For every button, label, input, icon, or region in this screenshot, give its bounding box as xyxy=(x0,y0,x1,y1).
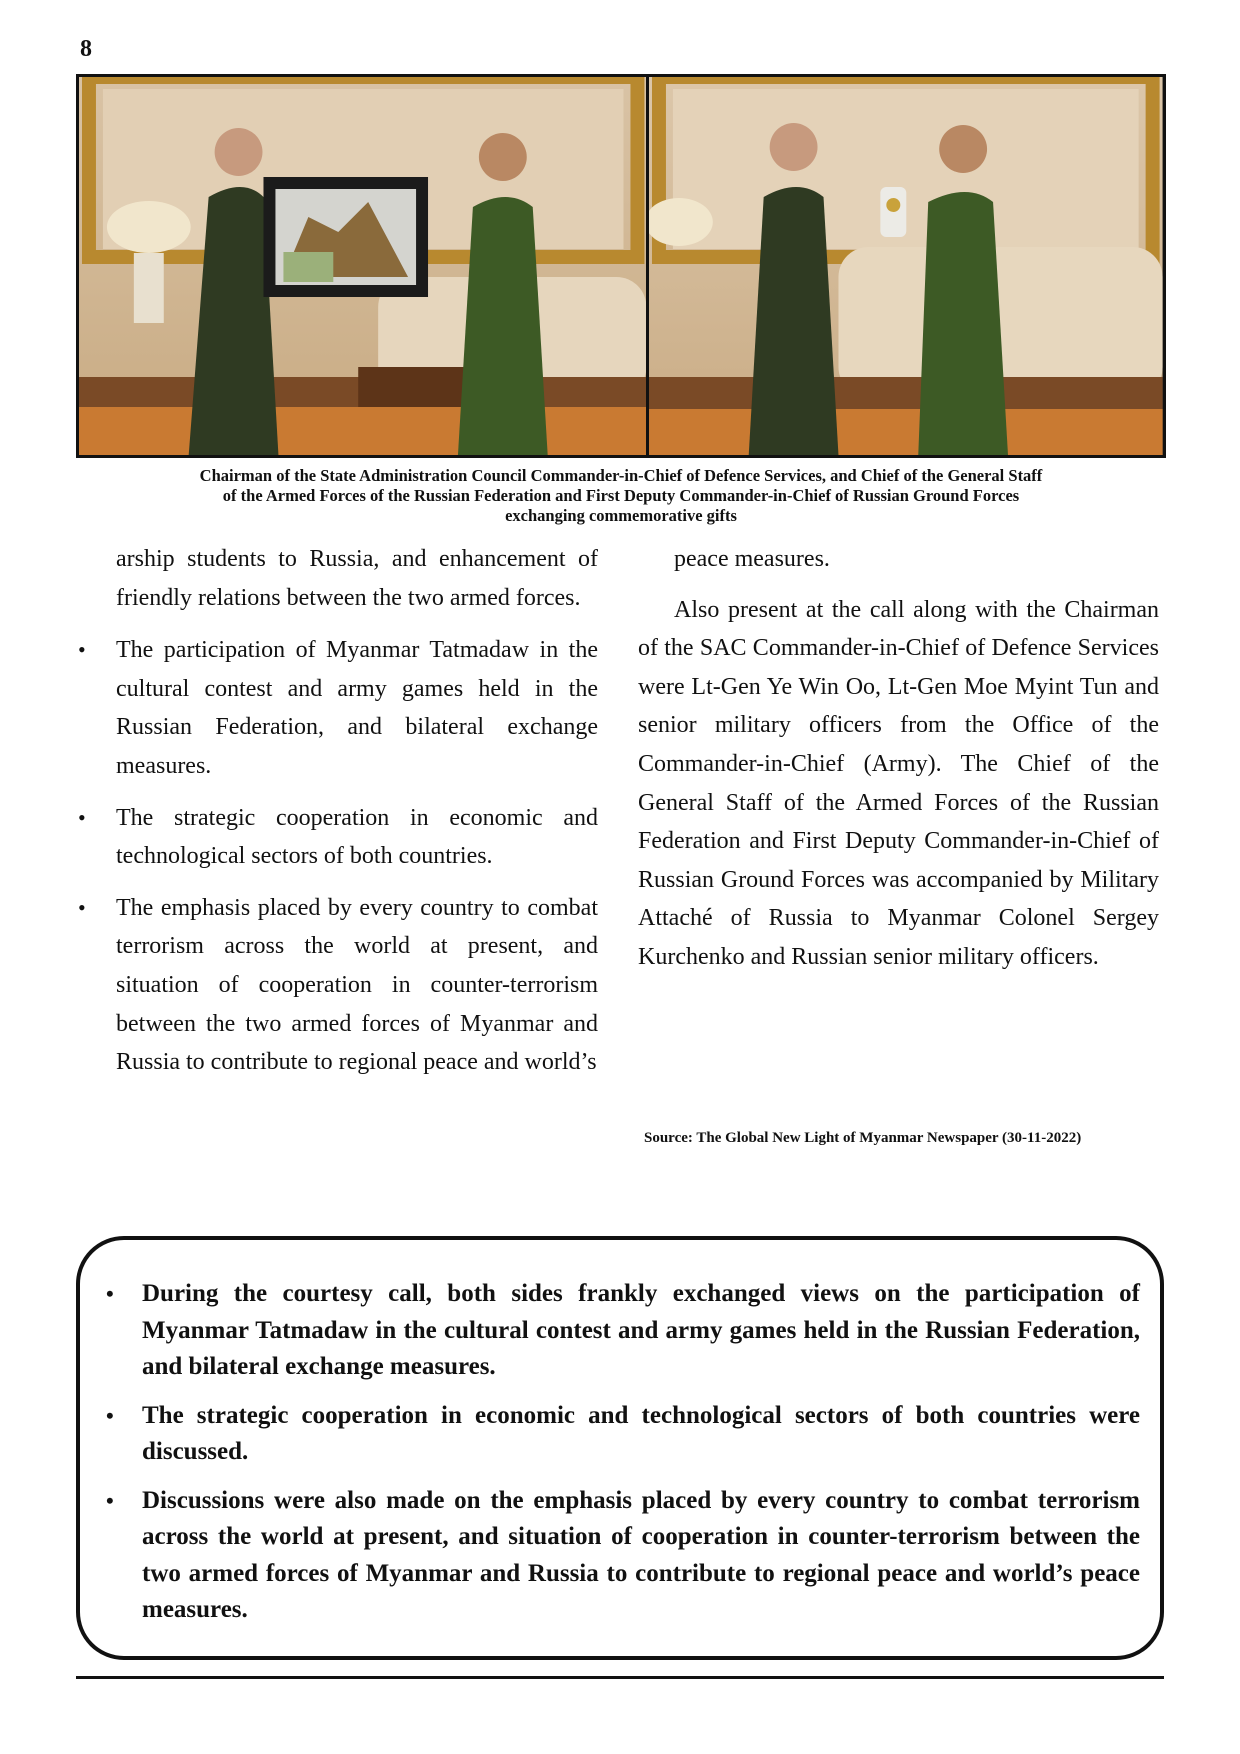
summary-item: • During the courtesy call, both sides frankly exchanged views on the participation of Myanmar Tatmadaw in the cultural contest and army games held in the Russian Federation, and bilateral exchange measures. xyxy=(142,1276,1140,1386)
bullet-item: • The strategic cooperation in economic and technological sectors of both countries. xyxy=(116,799,598,876)
summary-item: • Discussions were also made on the emphasis placed by every country to combat terrorism across the world at present, and situation of cooperation in counter-terrorism between the two armed forces of Myanmar and Russia to contribute to regional peace and world’s peace measures. xyxy=(142,1483,1140,1629)
gift-trophy-exchange-photo-icon xyxy=(649,77,1163,455)
bullet-item: • The emphasis placed by every country to combat terrorism across the world at present, and situation of cooperation in counter-terrorism between the two armed forces of Myanmar and Russia to contribute to regional peace and world’s xyxy=(116,889,598,1082)
photo-strip xyxy=(76,74,1166,458)
right-column xyxy=(638,540,1159,977)
right-column-continuation: peace measures. xyxy=(674,546,830,572)
summary-item: • The strategic cooperation in economic and technological sectors of both countries were discussed. xyxy=(142,1398,1140,1471)
caption-line: exchanging commemorative gifts xyxy=(505,506,737,525)
source-citation: Source: The Global New Light of Myanmar Newspaper (30-11-2022) xyxy=(644,1130,1082,1146)
bottom-rule xyxy=(76,1676,1164,1679)
gift-painting-exchange-photo-icon xyxy=(79,77,646,455)
photo-trophy-exchange xyxy=(649,77,1163,455)
caption-line: Chairman of the State Administration Council Commander-in-Chief of Defence Services, and Chief of the General Staff xyxy=(199,466,1043,485)
page-number: 8 xyxy=(80,36,92,62)
left-column xyxy=(116,540,598,1095)
photo-painting-exchange xyxy=(79,77,646,455)
right-column-paragraph: Also present at the call along with the Chairman of the SAC Commander-in-Chief of Defence Services were Lt-Gen Ye Win Oo, Lt-Gen Moe Myint Tun and senior military officers from the Office of the Commander-in-Chief (Army). The Chief of the General Staff of the Armed Forces of the Russian Federation and First Deputy Commander-in-Chief of Russian Ground Forces was accompanied by Military Attaché of Russia to Myanmar Colonel Sergey Kurchenko and Russian senior military officers. xyxy=(638,596,1159,970)
caption-line: of the Armed Forces of the Russian Federation and First Deputy Commander-in-Chief of Russian Ground Forces xyxy=(222,486,1020,505)
left-column-intro: arship students to Russia, and enhancement of friendly relations between the two armed forces. xyxy=(116,546,598,611)
discussion-bullet-list xyxy=(116,631,598,1082)
photo-caption xyxy=(76,466,1166,526)
summary-box xyxy=(76,1236,1164,1660)
bullet-item: • The participation of Myanmar Tatmadaw in the cultural contest and army games held in the Russian Federation, and bilateral exchange measures. xyxy=(116,631,598,785)
summary-list xyxy=(142,1276,1140,1641)
